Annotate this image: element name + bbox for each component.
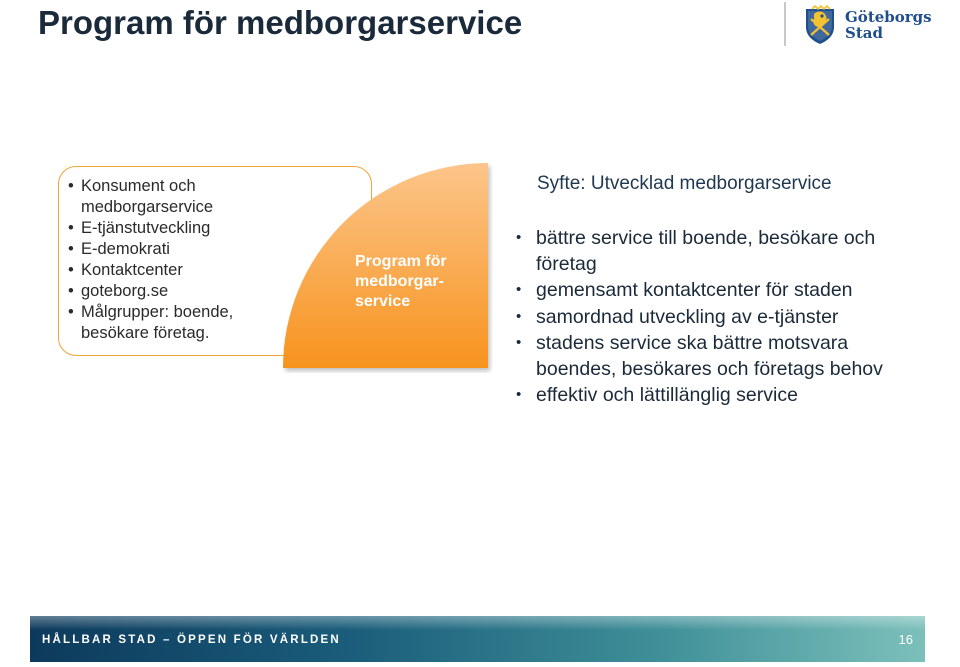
program-label — [355, 252, 485, 312]
logo-divider — [784, 2, 786, 46]
list-item: • E-tjänstutveckling — [66, 218, 284, 239]
page-number: 16 — [898, 632, 913, 647]
page-title: Program för medborgarservice — [38, 4, 523, 41]
list-item: • goteborg.se — [66, 281, 284, 302]
purpose-list — [516, 225, 916, 408]
list-item: • effektiv och lättillänglig service — [516, 382, 916, 408]
footer-bar — [30, 616, 925, 662]
logo-wordmark-line-2: Stad — [845, 24, 883, 42]
list-item: • bättre service till boende, besökare och företag — [516, 225, 916, 277]
program-label-line: Program för — [355, 253, 447, 270]
lion-crest-icon — [802, 5, 838, 45]
list-item: • Konsument och medborgarservice — [66, 176, 284, 218]
purpose-heading: Syfte: Utvecklad medborgarservice — [537, 173, 832, 194]
left-panel-list — [66, 176, 284, 344]
program-label-line: medborgar- — [355, 273, 444, 290]
footer-gloss — [30, 616, 925, 630]
list-item: • gemensamt kontaktcenter för staden — [516, 277, 916, 303]
footer-slogan: HÅLLBAR STAD – ÖPPEN FÖR VÄRLDEN — [42, 634, 341, 646]
goteborgs-stad-logo — [784, 2, 934, 48]
logo-wordmark — [845, 9, 932, 41]
list-item: • samordnad utveckling av e-tjänster — [516, 304, 916, 330]
logo-wordmark-line-1: Göteborgs — [845, 8, 932, 26]
list-item: • stadens service ska bättre motsvara boendes, besökares och företags behov — [516, 330, 916, 382]
program-label-line: service — [355, 293, 411, 310]
list-item: • Kontaktcenter — [66, 260, 284, 281]
list-item: • Målgrupper: boende, besökare företag. — [66, 302, 284, 344]
list-item: • E-demokrati — [66, 239, 284, 260]
